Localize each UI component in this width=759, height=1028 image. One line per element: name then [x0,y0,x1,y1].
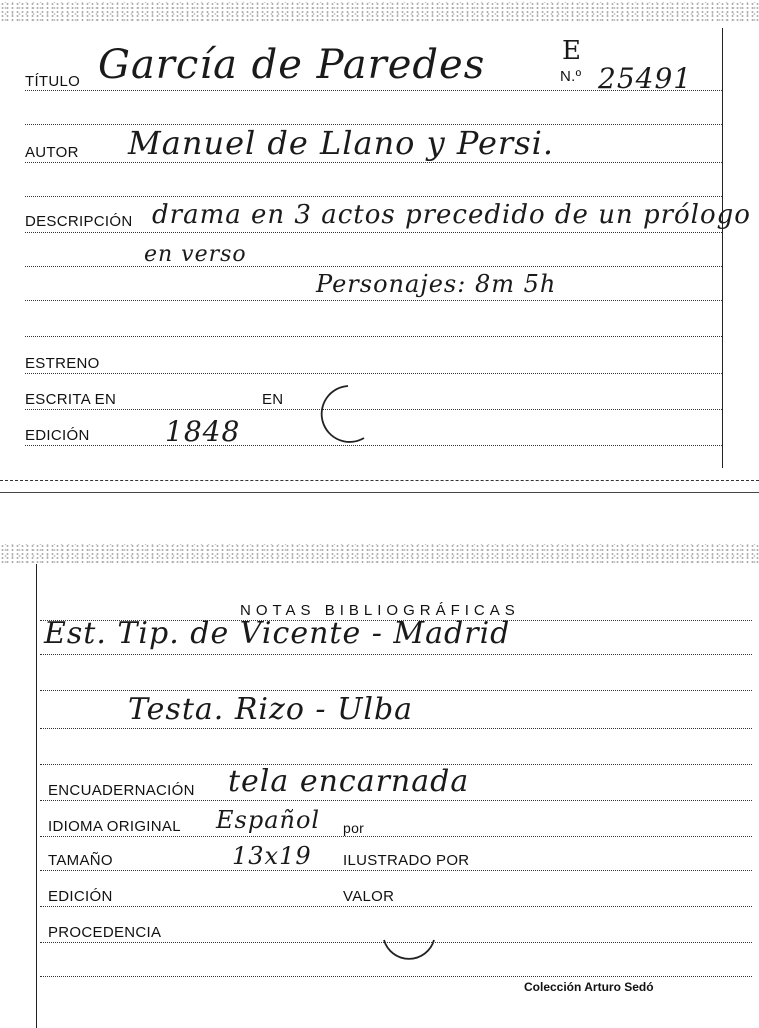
value-descripcion-line2: en verso [144,242,247,267]
card-left-border [36,564,37,1028]
label-encuadernacion: ENCUADERNACIÓN [48,782,195,799]
punch-hole-icon [378,932,442,976]
label-estreno: ESTRENO [25,355,100,372]
dotted-rule [25,90,722,91]
label-tamano: TAMAÑO [48,852,113,869]
notes-line2: Testa. Rizo - Ulba [128,692,414,727]
card-edge-speckle [0,2,759,22]
card-right-border [722,28,723,468]
punch-hole-icon [300,382,380,448]
dotted-rule [25,162,722,163]
label-por: por [343,820,365,836]
value-edicion: 1848 [165,415,241,448]
notes-line1: Est. Tip. de Vicente - Madrid [44,616,511,651]
notas-heading: NOTAS BIBLIOGRÁFICAS [240,602,520,619]
dotted-rule [25,373,722,374]
catalog-card-back [0,536,759,1028]
label-edicion: EDICIÓN [25,427,90,444]
value-personajes: Personajes: 8m 5h [316,270,557,298]
collection-footer: Colección Arturo Sedó [524,980,654,994]
label-procedencia: PROCEDENCIA [48,924,162,941]
catalog-card-front [0,0,759,492]
dotted-rule [40,976,752,977]
label-en: EN [262,391,284,408]
label-edicion-bottom: EDICIÓN [48,888,113,905]
dotted-rule [25,336,722,337]
dotted-rule [25,300,722,301]
dotted-rule [40,654,752,655]
value-numero: 25491 [598,62,693,95]
dotted-rule [40,690,752,691]
label-autor: AUTOR [25,144,79,161]
value-titulo: García de Paredes [98,42,486,88]
dotted-rule [40,800,752,801]
label-escrita-en: ESCRITA EN [25,391,117,408]
dotted-rule [25,266,722,267]
label-numero: N.º [560,68,582,85]
card-edge-speckle [0,544,759,564]
label-titulo: TÍTULO [25,73,81,90]
dotted-rule [40,906,752,907]
dotted-rule [40,728,752,729]
value-autor: Manuel de Llano y Persi. [128,124,555,162]
cards-separator [0,492,759,493]
label-idioma-original: IDIOMA ORIGINAL [48,818,181,835]
label-descripcion: DESCRIPCIÓN [25,213,133,230]
dotted-rule [25,196,722,197]
card-bottom-edge [0,480,759,481]
value-descripcion-line1: drama en 3 actos precedido de un prólogo [152,200,751,230]
value-encuadernacion: tela encarnada [228,764,470,799]
dotted-rule [40,836,752,837]
value-idioma-original: Español [216,806,321,834]
dotted-rule [40,870,752,871]
label-valor: VALOR [343,888,395,905]
letter-mark: E [562,36,582,66]
value-tamano: 13x19 [232,842,312,870]
label-ilustrado-por: ILUSTRADO POR [343,852,470,869]
dotted-rule [25,232,722,233]
